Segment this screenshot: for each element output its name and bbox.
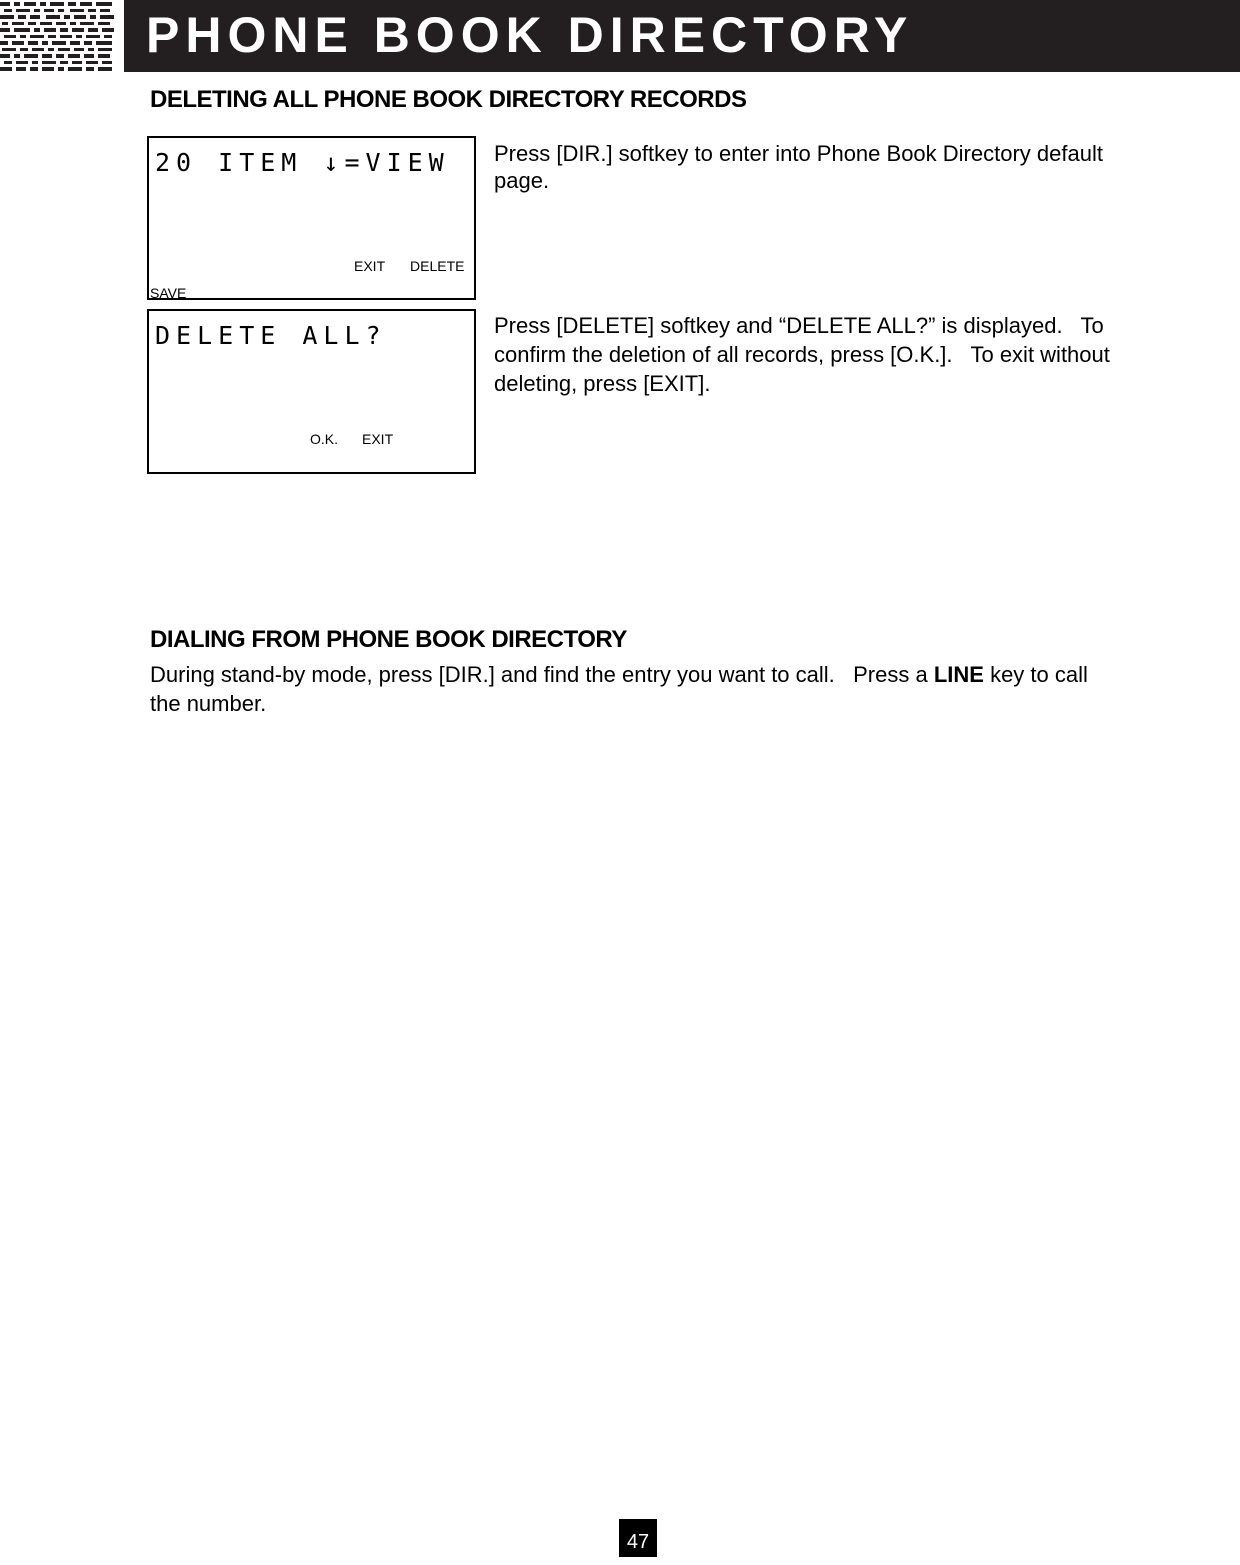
- section-title-deleting: DELETING ALL PHONE BOOK DIRECTORY RECORDS: [150, 86, 747, 113]
- step2-text: Press [DELETE] softkey and “DELETE ALL?” is displayed. To confirm the deletion of all records, press [O.K.]. To exit without deleting, press [EXIT].: [494, 313, 1110, 396]
- softkey-exit: EXIT: [354, 258, 386, 274]
- softkey-exit: EXIT: [362, 431, 394, 447]
- dialing-text: [150, 660, 1120, 718]
- softkey-ok: O.K.: [310, 431, 339, 447]
- lcd-screen-directory: [147, 136, 476, 300]
- dialing-text-part: key to call the number.: [150, 662, 1088, 716]
- section-title-dialing: DIALING FROM PHONE BOOK DIRECTORY: [150, 626, 627, 653]
- header-logo-pattern: [0, 0, 116, 72]
- lcd-line-text: 20 ITEM ↓=VIEW: [155, 148, 450, 177]
- step1-text: Press [DIR.] softkey to enter into Phone Book Directory default page.: [494, 141, 1103, 193]
- softkey-delete: DELETE: [410, 258, 465, 274]
- page-number: 47: [619, 1519, 657, 1557]
- dialing-text-part: During stand-by mode, press [DIR.] and find the entry you want to call. Press a: [150, 662, 934, 687]
- softkey-save: SAVE: [150, 285, 187, 301]
- line-key-label: LINE: [933, 662, 984, 687]
- lcd-screen-delete-all: [147, 309, 476, 474]
- lcd-line-text: DELETE ALL?: [155, 321, 387, 350]
- page-header-title: PHONE BOOK DIRECTORY: [146, 7, 914, 63]
